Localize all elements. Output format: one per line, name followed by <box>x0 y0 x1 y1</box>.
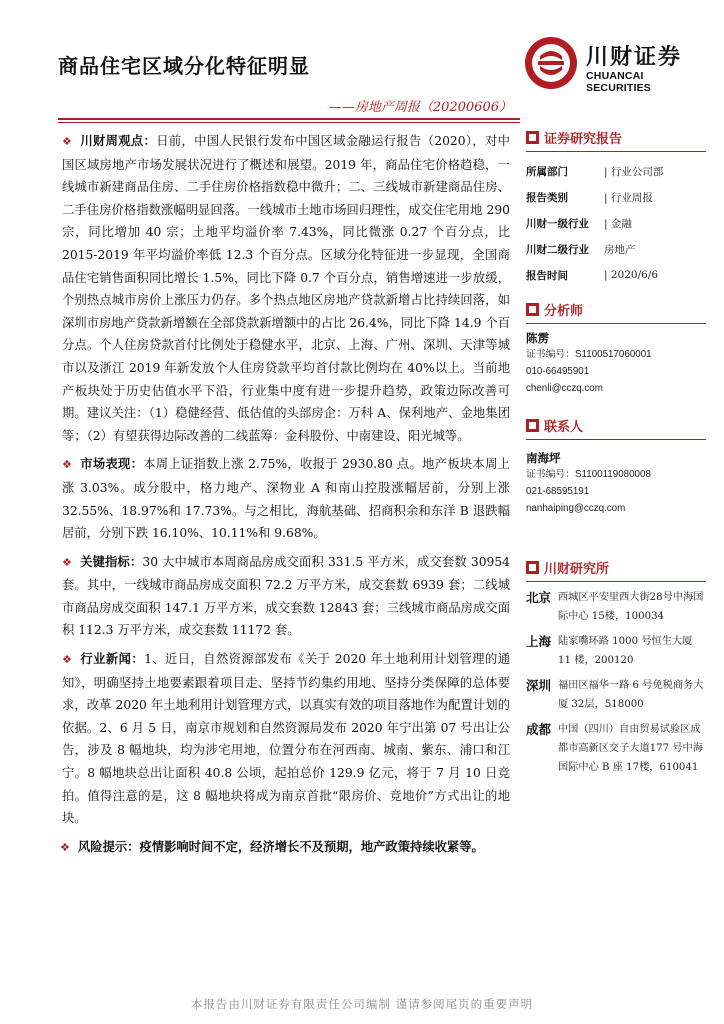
analyst-email[interactable]: chenli@cczq.com <box>526 383 603 394</box>
paragraph-lead: 关键指标： <box>80 554 143 569</box>
info-row: 报告类别 | 行业周报 <box>526 191 653 204</box>
bullet-icon: ❖ <box>62 555 72 569</box>
logo-name-cn: 川财证券 <box>586 45 683 70</box>
section-icon <box>526 303 539 316</box>
section-heading: 证券研究报告 <box>526 128 706 152</box>
contact-name: 南海坪 <box>526 451 561 465</box>
bullet-icon: ❖ <box>62 458 72 472</box>
address-shenzhen: 深圳 福田区福华一路 6 号免税商务大厦 32层，518000 <box>526 678 704 710</box>
page-footer: 本报告由川财证券有限责任公司编制 谨请参阅尾页的重要声明 <box>190 997 534 1011</box>
logo-name-en: CHUANCAI SECURITIES <box>586 70 652 94</box>
paragraph-lead: 川财周观点： <box>80 134 157 148</box>
contact-email[interactable]: nanhaiping@cczq.com <box>526 503 626 514</box>
address-beijing: 北京 西城区平安里西大街28号中海国际中心 15楼，100034 <box>526 590 704 622</box>
section-heading: 联系人 <box>526 416 706 440</box>
company-logo <box>516 30 696 92</box>
header-divider-thin <box>58 122 520 123</box>
risk-warning <box>60 836 510 859</box>
contact-section <box>526 416 706 517</box>
analyst-cert: 证书编号：S1100517060001 <box>526 349 652 360</box>
paragraph-text: 30 大中城市本周商品房成交面积 331.5 平方米，成交套数 30954 套。其中，一线城市商品房成交面积 72.2 万平方米，成交套数 6939 套；二线城市商品房成交面积 147.1 万平方米，成交套数 12843 套；三线城市商品房成交面积 112.3 万平方米，成交套数 11172 套。 <box>62 554 510 638</box>
info-row: 所属部门 | 行业公司部 <box>526 165 664 178</box>
section-icon <box>526 131 539 144</box>
bullet-icon: ❖ <box>60 840 70 854</box>
paragraph-key-indicators <box>60 551 510 642</box>
contact-phone: 021-68595191 <box>526 486 590 497</box>
report-info-section <box>526 128 706 288</box>
chuancai-logo-icon <box>522 34 580 92</box>
paragraph-lead: 行业新闻： <box>80 652 145 667</box>
section-icon <box>526 561 539 574</box>
section-icon <box>526 419 539 432</box>
info-row: 川财二级行业 房地产 <box>526 243 636 256</box>
section-heading: 川财研究所 <box>526 558 706 582</box>
main-content <box>60 130 510 859</box>
info-row: 川财一级行业 | 金融 <box>526 217 632 230</box>
analyst-section <box>526 300 706 397</box>
analyst-phone: 010-66495901 <box>526 366 590 377</box>
paragraph-weekly-view <box>60 130 510 447</box>
page-title: 商品住宅区域分化特征明显 <box>58 54 310 78</box>
info-row: 报告时间 | 2020/6/6 <box>526 269 659 282</box>
bullet-icon: ❖ <box>62 135 72 148</box>
address-shanghai: 上海 陆家嘴环路 1000 号恒生大厦 11 楼，200120 <box>526 634 693 666</box>
paragraph-industry-news <box>60 648 510 830</box>
paragraph-text: 1、近日，自然资源部发布《关于 2020 年土地利用计划管理的通知》，明确坚持土地要素跟着项目走、坚持节约集约用地、坚持分类保障的总体要求，改革 2020 年土地利用计划管理方式，以真实有效的项目落地作为配置计划的依据。2、6 月 5 日，南京市规划和自然资源局发布 2020 年宁出第 07 号出让公告，涉及 8 幅地块，均为涉宅用地，位置分布在河西南、城南、紫东、浦口和江宁。8 幅地块总出让面积 40.8 公顷，起拍总价 129.9 亿元，将于 7 月 10 日竞拍。值得注意的是，这 8 幅地块将成为南京首批“限房价、竞地价”方式出让的地块。 <box>62 652 510 826</box>
bullet-icon: ❖ <box>62 653 72 667</box>
header-divider <box>58 118 520 120</box>
section-heading: 分析师 <box>526 300 706 324</box>
address-chengdu: 成都 中国（四川）自由贸易试验区成都市高新区交子大道177 号中海国际中心 B 座 17楼，610041 <box>526 722 703 773</box>
analyst-name: 陈雳 <box>526 331 549 345</box>
paragraph-text: 日前，中国人民银行发布中国区域金融运行报告（2020），对中国区域房地产市场发展状况进行了概述和展望。2019 年，商品住宅价格趋稳，一线城市新建商品住房、二手住房价格指数稳中微升；二、三线城市新建商品住房、二手住房价格指数涨幅明显回落。一线城市土地市场回归理性，成交住宅用地 290 宗，同比增加 40 宗；土地平均溢价率 7.43%，同比微涨 0.27 个百分点，比 2015-2019 年平均溢价率低 12.3 个百分点。区域分化特征进一步显现，全国商品住宅销售面积同比增长 1.5%，同比下降 0.7 个百分点，销售增速进一步放缓，个别热点城市房价上涨压力仍存。多个热点地区房地产贷款新增占比持续回落，如深圳市房地产贷款新增额在全部贷款新增额中的占比 26.4%，同比下降 14.9 个百分点。个人住房贷款首付比例处于稳健水平，北京、上海、广州、深圳、天津等城市以及浙江 2019 年新发放个人住房贷款平均首付款比例均在 40%以上。当前地产板块处于历史估值水平下沿，行业集中度有进一步提升趋势，政策边际改善可期。建议关注：（1）稳健经营、低估值的头部房企：万科 A、保利地产、金地集团等；（2）有望获得边际改善的二线蓝筹：金科股份、中南建设、阳光城等。 <box>62 134 511 443</box>
institute-section <box>526 558 706 777</box>
contact-cert: 证书编号：S1100119080008 <box>526 469 651 480</box>
risk-text: 风险提示：疫情影响时间不定，经济增长不及预期，地产政策持续收紧等。 <box>78 839 484 854</box>
paragraph-market <box>60 453 510 544</box>
report-subtitle: ——房地产周报（20200606） <box>328 100 512 115</box>
paragraph-lead: 市场表现： <box>80 457 144 472</box>
paragraph-text: 本周上证指数上涨 2.75%，收报于 2930.80 点。地产板块本周上涨 3.03%。成分股中，格力地产、深物业 A 和南山控股涨幅居前，分别上涨 32.55%、18.97%和 17.73%。与之相比，海航基础、招商积余和东洋 B 退跌幅居前，分别下跌 16.10%、10.11%和 9.68%。 <box>62 457 510 541</box>
